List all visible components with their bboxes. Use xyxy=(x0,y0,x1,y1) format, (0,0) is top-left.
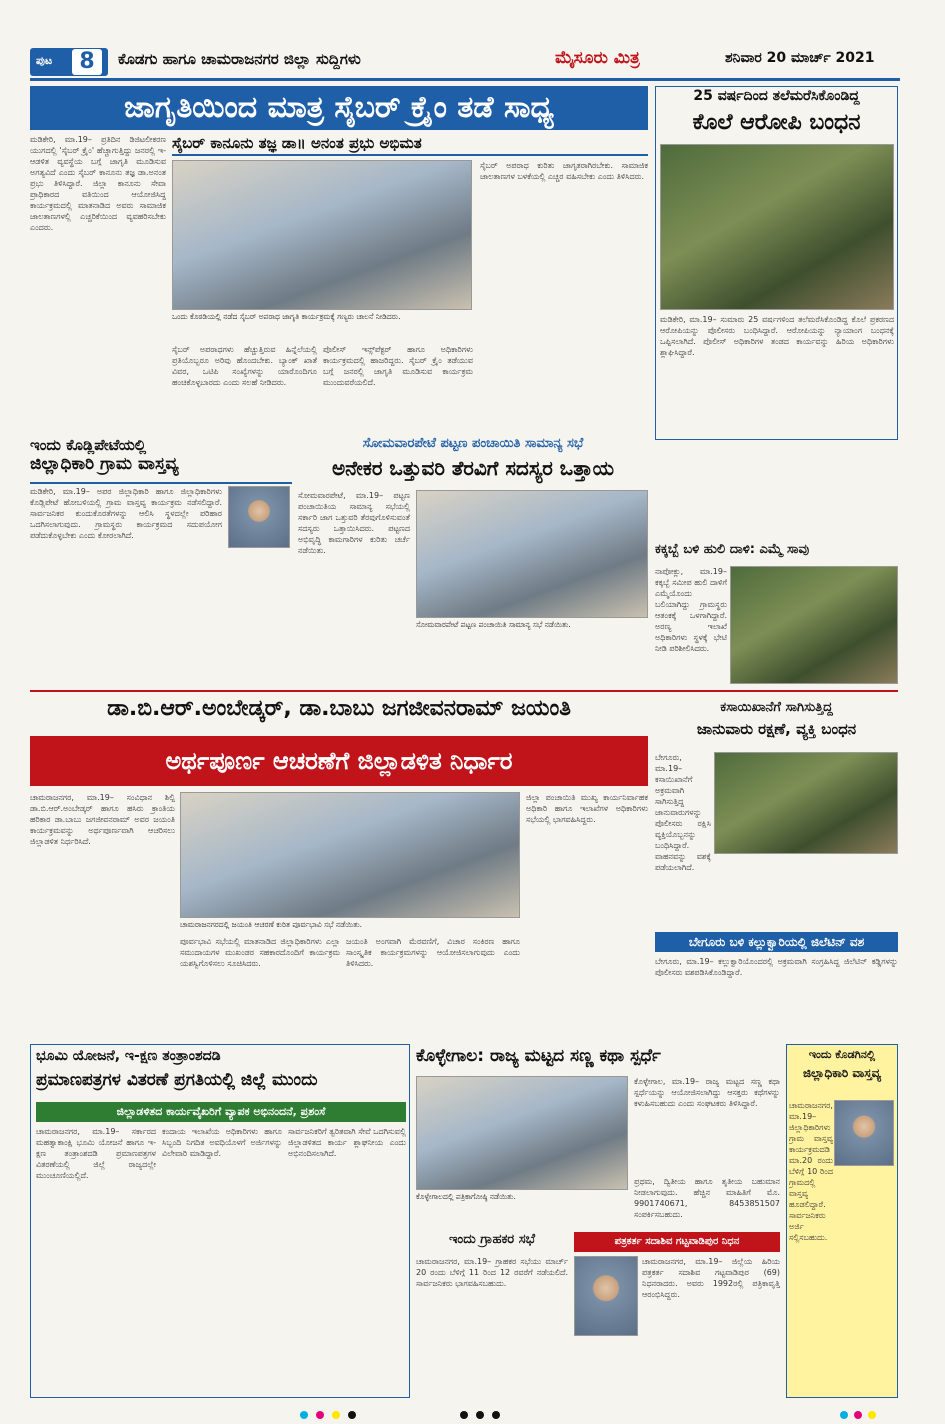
story12-portrait xyxy=(574,1256,638,1336)
story9-col3: ಸಾರ್ವಜನಿಕರಿಗೆ ತ್ವರಿತವಾಗಿ ಸೇವೆ ಒದಗಿಸುವಲ್ಲಿ ಜಿಲ್ಲಾಡಳಿತದ ಕಾರ್ಯ ಶ್ಲಾಘನೀಯ ಎಂದು ಅಭಿನಂದಿಸಲಾಗಿದೆ. xyxy=(288,1127,406,1158)
story6-col3: ಜಯಂತಿ ಅಂಗವಾಗಿ ಮೆರವಣಿಗೆ, ವಿಚಾರ ಸಂಕಿರಣ ಹಾಗೂ ಸಾಂಸ್ಕೃತಿಕ ಕಾರ್ಯಕ್ರಮಗಳನ್ನು ಆಯೋಜಿಸಲಾಗುವುದು ಎಂದು ತಿಳಿಸಿದರು. xyxy=(346,937,520,968)
story7-body: ಬೇಗೂರು, ಮಾ.19– ಕಸಾಯಿಖಾನೆಗೆ ಅಕ್ರಮವಾಗಿ ಸಾಗಿಸುತ್ತಿದ್ದ ಜಾನುವಾರುಗಳನ್ನು ಪೊಲೀಸರು ರಕ್ಷಿಸಿ ವ್ಯಕ್ತಿಯೊಬ್ಬನನ್ನು ಬಂಧಿಸಿದ್ದಾರೆ. ವಾಹನವನ್ನು ವಶಕ್ಕೆ ಪಡೆಯಲಾಗಿದೆ. xyxy=(655,753,711,872)
story3-headline: ಜಿಲ್ಲಾಧಿಕಾರಿ ಗ್ರಾಮ ವಾಸ್ತವ್ಯ xyxy=(30,454,179,474)
story1-photo-caption: ಒಂದು ಕೊಠಡಿಯಲ್ಲಿ ನಡೆದ ಸೈಬರ್ ಅಪರಾಧ ಜಾಗೃತಿ ಕಾರ್ಯಕ್ರಮಕ್ಕೆ ಗಣ್ಯರು ಚಾಲನೆ ನೀಡಿದರು. xyxy=(172,312,401,321)
page-header xyxy=(0,42,945,82)
story3-body: ಮಡಿಕೇರಿ, ಮಾ.19– ಅಪರ ಜಿಲ್ಲಾಧಿಕಾರಿ ಹಾಗೂ ಜಿಲ್ಲಾಧಿಕಾರಿಗಳು ಕೊಡ್ಲಿಪೇಟೆ ಹೋಬಳಿಯಲ್ಲಿ ಗ್ರಾಮ ವಾಸ್ತವ್ಯ ಕಾರ್ಯಕ್ರಮ ನಡೆಸಲಿದ್ದಾರೆ. ಸಾರ್ವಜನಿಕರ ಕುಂದುಕೊರತೆಗಳನ್ನು ಆಲಿಸಿ ಸ್ಥಳದಲ್ಲೇ ಪರಿಹಾರ ಒದಗಿಸಲಾಗುವುದು. ಗ್ರಾಮಸ್ಥರು ಕಾರ್ಯಕ್ರಮದ ಸದುಪಯೋಗ ಪಡೆದುಕೊಳ್ಳಬೇಕು ಎಂದು ಕೋರಲಾಗಿದೆ. xyxy=(30,487,222,540)
story4-body: ಸೋಮವಾರಪೇಟೆ, ಮಾ.19– ಪಟ್ಟಣ ಪಂಚಾಯಿತಿಯ ಸಾಮಾನ್ಯ ಸಭೆಯಲ್ಲಿ ಸರ್ಕಾರಿ ಜಾಗ ಒತ್ತುವರಿ ತೆರವುಗೊಳಿಸುವಂತೆ ಸದಸ್ಯರು ಒತ್ತಾಯಿಸಿದರು. ಪಟ್ಟಣದ ಅಭಿವೃದ್ಧಿ ಕಾಮಗಾರಿಗಳ ಕುರಿತು ಚರ್ಚೆ ನಡೆಯಿತು. xyxy=(298,491,410,555)
story9-headline-top: ಭೂಮಿ ಯೋಜನೆ, ಇ-ಕ್ಷಣ ತಂತ್ರಾಂಶದಡಿ xyxy=(36,1048,221,1064)
story2-photo xyxy=(660,144,894,310)
story5-photo xyxy=(730,566,898,684)
registration-marks-left xyxy=(300,1404,430,1412)
story6-photo xyxy=(180,792,520,918)
story8-headline: ಬೇಗೂರು ಬಳಿ ಕಲ್ಲುಕ್ವಾರಿಯಲ್ಲಿ ಜಿಲೆಟಿನ್ ವಶ xyxy=(655,932,898,952)
story1-col2: ಸೈಬರ್ ಅಪರಾಧಗಳು ಹೆಚ್ಚುತ್ತಿರುವ ಹಿನ್ನೆಲೆಯಲ್ಲಿ ಪ್ರತಿಯೊಬ್ಬರೂ ಅರಿವು ಹೊಂದಬೇಕು. ಬ್ಯಾಂಕ್ ಖಾತೆ ವಿವರ, ಒಟಿಪಿ ಸಂಖ್ಯೆಗಳನ್ನು ಯಾರೊಂದಿಗೂ ಹಂಚಿಕೊಳ್ಳಬಾರದು ಎಂದು ಸಲಹೆ ನೀಡಿದರು. xyxy=(172,345,317,387)
header-rule xyxy=(30,78,900,81)
story3-portrait xyxy=(228,486,290,548)
story10-photo xyxy=(416,1076,628,1190)
page-number-badge xyxy=(30,48,108,76)
story6-col1: ಚಾಮರಾಜನಗರ, ಮಾ.19– ಸಂವಿಧಾನ ಶಿಲ್ಪಿ ಡಾ.ಬಿ.ಆರ್.ಅಂಬೇಡ್ಕರ್ ಹಾಗೂ ಹಸಿರು ಕ್ರಾಂತಿಯ ಹರಿಕಾರ ಡಾ.ಬಾಬು ಜಗಜೀವನರಾಮ್ ಅವರ ಜಯಂತಿ ಕಾರ್ಯಕ್ರಮವನ್ನು ಅರ್ಥಪೂರ್ಣವಾಗಿ ಆಚರಿಸಲು ಜಿಲ್ಲಾಡಳಿತ ನಿರ್ಧರಿಸಿದೆ. xyxy=(30,793,175,846)
section-title: ಕೊಡಗು ಹಾಗೂ ಚಾಮರಾಜನಗರ ಜಿಲ್ಲಾ ಸುದ್ದಿಗಳು xyxy=(118,50,361,68)
section-divider xyxy=(30,690,898,692)
story6-col2: ಪೂರ್ವಭಾವಿ ಸಭೆಯಲ್ಲಿ ಮಾತನಾಡಿದ ಜಿಲ್ಲಾಧಿಕಾರಿಗಳು ಎಲ್ಲಾ ಸಮುದಾಯಗಳ ಮುಖಂಡರ ಸಹಕಾರದೊಂದಿಗೆ ಕಾರ್ಯಕ್ರಮ ಯಶಸ್ವಿಗೊಳಿಸಲು ಸೂಚಿಸಿದರು. xyxy=(180,937,340,968)
story8-body: ಬೇಗೂರು, ಮಾ.19– ಕಲ್ಲುಕ್ವಾರಿಯೊಂದರಲ್ಲಿ ಅಕ್ರಮವಾಗಿ ಸಂಗ್ರಹಿಸಿದ್ದ ಜಿಲೆಟಿನ್ ಕಡ್ಡಿಗಳನ್ನು ಪೊಲೀಸರು ವಶಪಡಿಸಿಕೊಂಡಿದ್ದಾರೆ. xyxy=(655,957,898,977)
story4-headline-top: ಸೋಮವಾರಪೇಟೆ ಪಟ್ಟಣ ಪಂಚಾಯಿತಿ ಸಾಮಾನ್ಯ ಸಭೆ xyxy=(362,436,584,451)
story10-photo-caption: ಕೊಳ್ಳೇಗಾಲದಲ್ಲಿ ಪತ್ರಿಕಾಗೋಷ್ಠಿ ನಡೆಯಿತು. xyxy=(416,1192,516,1201)
story1-col1: ಮಡಿಕೇರಿ, ಮಾ.19– ಪ್ರತಿದಿನ ಡಿಜಿಟಲೀಕರಣ ಯುಗದಲ್ಲಿ 'ಸೈಬರ್ ಕ್ರೈಂ' ಹೆಚ್ಚಾಗುತ್ತಿದ್ದು ಜನರಲ್ಲಿ ಇ-ಆಡಳಿತ ವ್ಯವಸ್ಥೆಯ ಬಗ್ಗೆ ಜಾಗೃತಿ ಮೂಡಿಸುವ ಅಗತ್ಯವಿದೆ ಎಂದು ಸೈಬರ್ ಕಾನೂನು ತಜ್ಞ ಡಾ.ಅನಂತ ಪ್ರಭು ತಿಳಿಸಿದ್ದಾರೆ. ಜಿಲ್ಲಾ ಕಾನೂನು ಸೇವಾ ಪ್ರಾಧಿಕಾರದ ವತಿಯಿಂದ ಆಯೋಜಿಸಿದ್ದ ಕಾರ್ಯಕ್ರಮದಲ್ಲಿ ಮಾತನಾಡಿದ ಅವರು ಸಾಮಾಜಿಕ ಜಾಲತಾಣಗಳಲ್ಲಿ ಎಚ್ಚರಿಕೆಯಿಂದ ವ್ಯವಹರಿಸಬೇಕು ಎಂದರು. xyxy=(30,135,166,232)
story1-headline: ಜಾಗೃತಿಯಿಂದ ಮಾತ್ರ ಸೈಬರ್ ಕ್ರೈಂ ತಡೆ ಸಾಧ್ಯ xyxy=(30,86,648,130)
story9-col1: ಚಾಮರಾಜನಗರ, ಮಾ.19– ಸರ್ಕಾರದ ಮಹತ್ವಾಕಾಂಕ್ಷಿ ಭೂಮಿ ಯೋಜನೆ ಹಾಗೂ ಇ-ಕ್ಷಣ ತಂತ್ರಾಂಶದಡಿ ಪ್ರಮಾಣಪತ್ರಗಳ ವಿತರಣೆಯಲ್ಲಿ ಜಿಲ್ಲೆ ರಾಜ್ಯದಲ್ಲೇ ಮುಂಚೂಣಿಯಲ್ಲಿದೆ. xyxy=(36,1127,156,1180)
story12-body: ಚಾಮರಾಜನಗರ, ಮಾ.19– ಜಿಲ್ಲೆಯ ಹಿರಿಯ ಪತ್ರಕರ್ತ ಸದಾಶಿವ ಗಟ್ಟವಾಡಿಪುರ (69) ನಿಧನರಾದರು. ಅವರು 1992ರಲ್ಲಿ ಪತ್ರಿಕಾವೃತ್ತಿ ಆರಂಭಿಸಿದ್ದರು. xyxy=(642,1257,780,1299)
story7-headline-top: ಕಸಾಯಿಖಾನೆಗೆ ಸಾಗಿಸುತ್ತಿದ್ದ xyxy=(720,700,833,715)
story3-header xyxy=(30,436,292,480)
story7-photo xyxy=(714,752,898,854)
story1-subhead: ಸೈಬರ್ ಕಾನೂನು ತಜ್ಞ ಡಾ॥ ಅನಂತ ಪ್ರಭು ಅಭಿಮತ xyxy=(172,134,648,156)
story13-headline-top: ಇಂದು ಕೊಡಗಿನಲ್ಲಿ xyxy=(808,1048,876,1061)
story10-col2: ಪ್ರಥಮ, ದ್ವಿತೀಯ ಹಾಗೂ ತೃತೀಯ ಬಹುಮಾನ ನೀಡಲಾಗುವುದು. ಹೆಚ್ಚಿನ ಮಾಹಿತಿಗೆ ಮೊ. 9901740671, 8453851507 ಸಂಪರ್ಕಿಸಬಹುದು. xyxy=(634,1177,780,1219)
registration-marks-center xyxy=(460,1404,530,1412)
page-number: 8 xyxy=(72,49,102,75)
issue-date: ಶನಿವಾರ 20 ಮಾರ್ಚ್ 2021 xyxy=(725,50,875,66)
story6-headline: ಅರ್ಥಪೂರ್ಣ ಆಚರಣೆಗೆ ಜಿಲ್ಲಾಡಳಿತ ನಿರ್ಧಾರ xyxy=(30,736,648,786)
story2-headline-top: 25 ವರ್ಷದಿಂದ ತಲೆಮರೆಸಿಕೊಂಡಿದ್ದ xyxy=(693,88,860,104)
page-label: ಪುಟ xyxy=(36,54,53,67)
registration-marks-right xyxy=(840,1404,900,1412)
story13-portrait xyxy=(834,1100,894,1166)
story6-headline-top: ಡಾ.ಬಿ.ಆರ್.ಅಂಬೇಡ್ಕರ್, ಡಾ.ಬಾಬು ಜಗಜೀವನರಾಮ್ ಜಯಂತಿ xyxy=(107,696,571,721)
story4-photo xyxy=(416,490,648,618)
story2-body: ಮಡಿಕೇರಿ, ಮಾ.19– ಸುಮಾರು 25 ವರ್ಷಗಳಿಂದ ತಲೆಮರೆಸಿಕೊಂಡಿದ್ದ ಕೊಲೆ ಪ್ರಕರಣದ ಆರೋಪಿಯನ್ನು ಪೊಲೀಸರು ಬಂಧಿಸಿದ್ದಾರೆ. ಆರೋಪಿಯನ್ನು ನ್ಯಾಯಾಂಗ ಬಂಧನಕ್ಕೆ ಒಪ್ಪಿಸಲಾಗಿದೆ. ಪೊಲೀಸ್ ಅಧಿಕಾರಿಗಳ ತಂಡದ ಕಾರ್ಯವನ್ನು ಹಿರಿಯ ಅಧಿಕಾರಿಗಳು ಶ್ಲಾಘಿಸಿದ್ದಾರೆ. xyxy=(660,315,894,357)
story5-body: ನಾಪೋಕ್ಲು, ಮಾ.19– ಕಕ್ಕಬ್ಬೆ ಸಮೀಪ ಹುಲಿ ದಾಳಿಗೆ ಎಮ್ಮೆಯೊಂದು ಬಲಿಯಾಗಿದ್ದು ಗ್ರಾಮಸ್ಥರು ಆತಂಕಕ್ಕೆ ಒಳಗಾಗಿದ್ದಾರೆ. ಅರಣ್ಯ ಇಲಾಖೆ ಅಧಿಕಾರಿಗಳು ಸ್ಥಳಕ್ಕೆ ಭೇಟಿ ನೀಡಿ ಪರಿಶೀಲಿಸಿದರು. xyxy=(655,567,727,653)
story6-photo-caption: ಚಾಮರಾಜನಗರದಲ್ಲಿ ಜಯಂತಿ ಆಚರಣೆ ಕುರಿತ ಪೂರ್ವಭಾವಿ ಸಭೆ ನಡೆಯಿತು. xyxy=(180,920,362,929)
story13-body: ಚಾಮರಾಜನಗರ, ಮಾ.19– ಜಿಲ್ಲಾಧಿಕಾರಿಗಳು ಗ್ರಾಮ ವಾಸ್ತವ್ಯ ಕಾರ್ಯಕ್ರಮದಡಿ ಮಾ.20 ರಂದು ಬೆಳಿಗ್ಗೆ 10 ರಿಂದ ಗ್ರಾಮದಲ್ಲಿ ವಾಸ್ತವ್ಯ ಹೂಡಲಿದ್ದಾರೆ. ಸಾರ್ವಜನಿಕರು ಅರ್ಜಿ ಸಲ್ಲಿಸಬಹುದು. xyxy=(789,1101,833,1242)
story13-headline: ಜಿಲ್ಲಾಧಿಕಾರಿ ವಾಸ್ತವ್ಯ xyxy=(802,1066,882,1080)
newspaper-brand: ಮೈಸೂರು ಮಿತ್ರ xyxy=(555,48,640,68)
story1-col4: ಸೈಬರ್ ಅಪರಾಧ ಕುರಿತು ಜಾಗೃತರಾಗಿರಬೇಕು. ಸಾಮಾಜಿಕ ಜಾಲತಾಣಗಳ ಬಳಕೆಯಲ್ಲಿ ಎಚ್ಚರ ವಹಿಸಬೇಕು ಎಂದು ತಿಳಿಸಿದರು. xyxy=(480,161,648,181)
story5-headline: ಕಕ್ಕಬ್ಬೆ ಬಳಿ ಹುಲಿ ದಾಳಿ: ಎಮ್ಮೆ ಸಾವು xyxy=(655,542,810,557)
story1-photo xyxy=(172,160,472,310)
story11-body: ಚಾಮರಾಜನಗರ, ಮಾ.19– ಗ್ರಾಹಕರ ಸಭೆಯು ಮಾರ್ಚ್ 20 ರಂದು ಬೆಳಿಗ್ಗೆ 11 ರಿಂದ 12 ರವರೆಗೆ ನಡೆಯಲಿದೆ. ಸಾರ್ವಜನಿಕರು ಭಾಗವಹಿಸಬಹುದು. xyxy=(416,1257,568,1288)
story3-rule xyxy=(30,482,292,484)
story12-headline: ಪತ್ರಕರ್ತ ಸದಾಶಿವ ಗಟ್ಟವಾಡಿಪುರ ನಿಧನ xyxy=(574,1232,780,1252)
story9-col2: ಕಂದಾಯ ಇಲಾಖೆಯ ಅಧಿಕಾರಿಗಳು ಹಾಗೂ ಸಿಬ್ಬಂದಿ ನಿಗದಿತ ಅವಧಿಯೊಳಗೆ ಅರ್ಜಿಗಳನ್ನು ವಿಲೇವಾರಿ ಮಾಡಿದ್ದಾರೆ. xyxy=(162,1127,282,1158)
story3-headline-top: ಇಂದು ಕೊಡ್ಲಿಪೇಟೆಯಲ್ಲಿ xyxy=(30,436,147,454)
story1-col3: ಪೊಲೀಸ್ ಇನ್ಸ್‌ಪೆಕ್ಟರ್ ಹಾಗೂ ಅಧಿಕಾರಿಗಳು ಕಾರ್ಯಕ್ರಮದಲ್ಲಿ ಹಾಜರಿದ್ದರು. ಸೈಬರ್ ಕ್ರೈಂ ತಡೆಯುವ ಬಗ್ಗೆ ಜನರಲ್ಲಿ ಜಾಗೃತಿ ಮೂಡಿಸುವ ಕಾರ್ಯಕ್ರಮ ಮುಂದುವರೆಯಲಿದೆ. xyxy=(323,345,473,387)
story2-headline: ಕೊಲೆ ಆರೋಪಿ ಬಂಧನ xyxy=(692,110,861,135)
story9-green-bar: ಜಿಲ್ಲಾಡಳಿತದ ಕಾರ್ಯವೈಖರಿಗೆ ವ್ಯಾಪಕ ಅಭಿನಂದನೆ, ಪ್ರಶಂಸೆ xyxy=(36,1102,406,1122)
story9-headline: ಪ್ರಮಾಣಪತ್ರಗಳ ವಿತರಣೆ ಪ್ರಗತಿಯಲ್ಲಿ ಜಿಲ್ಲೆ ಮುಂದು xyxy=(36,1070,318,1090)
story11-headline: ಇಂದು ಗ್ರಾಹಕರ ಸಭೆ xyxy=(448,1232,536,1247)
story4-photo-caption: ಸೋಮವಾರಪೇಟೆ ಪಟ್ಟಣ ಪಂಚಾಯಿತಿ ಸಾಮಾನ್ಯ ಸಭೆ ನಡೆಯಿತು. xyxy=(416,620,571,629)
story6-col4: ಜಿಲ್ಲಾ ಪಂಚಾಯಿತಿ ಮುಖ್ಯ ಕಾರ್ಯನಿರ್ವಾಹಕ ಅಧಿಕಾರಿ ಹಾಗೂ ಇಲಾಖೆಗಳ ಅಧಿಕಾರಿಗಳು ಸಭೆಯಲ್ಲಿ ಭಾಗವಹಿಸಿದ್ದರು. xyxy=(526,793,648,824)
story7-headline: ಜಾನುವಾರು ರಕ್ಷಣೆ, ವ್ಯಕ್ತಿ ಬಂಧನ xyxy=(696,720,857,738)
story10-col1: ಕೊಳ್ಳೇಗಾಲ, ಮಾ.19– ರಾಜ್ಯ ಮಟ್ಟದ ಸಣ್ಣ ಕಥಾ ಸ್ಪರ್ಧೆಯನ್ನು ಆಯೋಜಿಸಲಾಗಿದ್ದು ಆಸಕ್ತರು ಕಥೆಗಳನ್ನು ಕಳುಹಿಸಬಹುದು ಎಂದು ಸಂಘಟಕರು ತಿಳಿಸಿದ್ದಾರೆ. xyxy=(634,1077,780,1108)
story10-headline: ಕೊಳ್ಳೇಗಾಲ: ರಾಜ್ಯ ಮಟ್ಟದ ಸಣ್ಣ ಕಥಾ ಸ್ಪರ್ಧೆ xyxy=(416,1046,661,1066)
story4-headline: ಅನೇಕರ ಒತ್ತುವರಿ ತೆರವಿಗೆ ಸದಸ್ಯರ ಒತ್ತಾಯ xyxy=(331,456,614,480)
